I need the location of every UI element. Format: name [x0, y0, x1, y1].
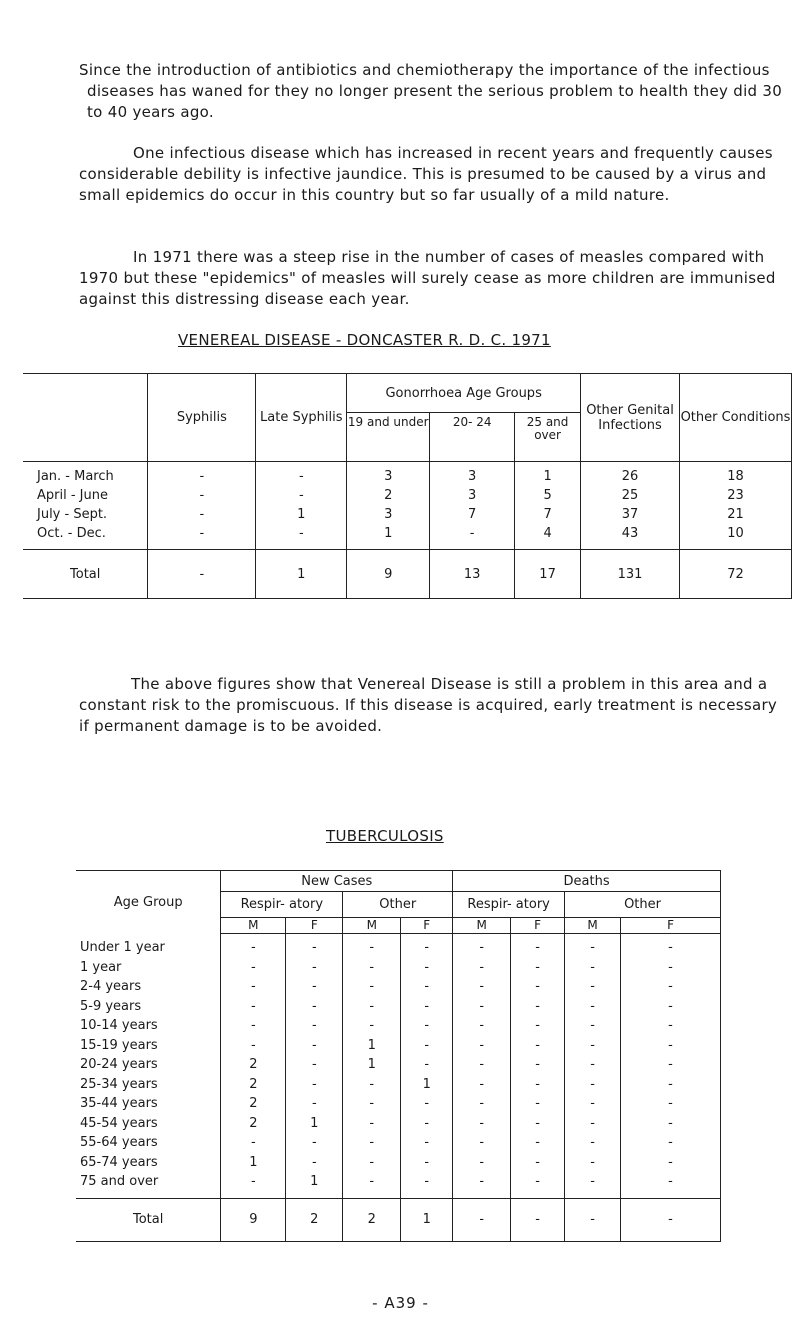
- cell: -: [621, 958, 721, 978]
- cell: -: [511, 934, 565, 958]
- table-row: [76, 1055, 721, 1075]
- tb-table-title: TUBERCULOSIS: [326, 827, 444, 845]
- cell: -: [511, 1153, 565, 1173]
- cell: -: [453, 1036, 511, 1056]
- cell: -: [221, 1133, 286, 1153]
- cell: 2: [347, 486, 430, 505]
- cell: -: [621, 1055, 721, 1075]
- table-row: [76, 1075, 721, 1095]
- cell: 25: [581, 486, 680, 505]
- row-label: 5-9 years: [76, 997, 221, 1017]
- row-label: 25-34 years: [76, 1075, 221, 1095]
- tb-header-m: M: [221, 918, 286, 934]
- cell: -: [286, 958, 343, 978]
- cell: -: [430, 524, 515, 550]
- cell: 9: [221, 1198, 286, 1241]
- table-row: [23, 462, 792, 487]
- cell: 1: [515, 462, 581, 487]
- cell: -: [343, 934, 401, 958]
- cell: -: [453, 1094, 511, 1114]
- cell: -: [401, 1172, 453, 1198]
- total-row: [23, 550, 792, 599]
- vd-header-age-19-under: 19 and under: [347, 413, 430, 462]
- cell: -: [565, 1172, 621, 1198]
- row-label: 45-54 years: [76, 1114, 221, 1134]
- table-row: [76, 1153, 721, 1173]
- cell: -: [401, 1133, 453, 1153]
- cell: 1: [343, 1036, 401, 1056]
- cell: -: [401, 1114, 453, 1134]
- vd-header-age-25-over: 25 and over: [515, 413, 581, 462]
- cell: -: [621, 934, 721, 958]
- tb-header-new-other: Other: [343, 892, 453, 918]
- cell: -: [221, 1036, 286, 1056]
- tb-header-f: F: [621, 918, 721, 934]
- tb-header-m: M: [343, 918, 401, 934]
- intro-paragraph-1: Since the introduction of antibiotics and chemiotherapy the importance of the infectious diseases has waned for they no longer present the serious problem to health they did 30 to 40 years ago.: [79, 61, 783, 121]
- cell: 1: [221, 1153, 286, 1173]
- cell: -: [511, 1198, 565, 1241]
- cell: -: [343, 1172, 401, 1198]
- cell: -: [511, 1094, 565, 1114]
- cell: 72: [680, 550, 792, 599]
- cell: -: [511, 958, 565, 978]
- tb-header-m: M: [453, 918, 511, 934]
- cell: -: [453, 1172, 511, 1198]
- cell: -: [148, 505, 256, 524]
- venereal-disease-table: [23, 373, 792, 599]
- vd-header-age-20-24: 20- 24: [430, 413, 515, 462]
- cell: -: [565, 1133, 621, 1153]
- tb-header-new-cases: New Cases: [221, 871, 453, 892]
- row-label: Jan. - March: [23, 462, 148, 487]
- table-row: [23, 505, 792, 524]
- row-label: 15-19 years: [76, 1036, 221, 1056]
- row-label: 55-64 years: [76, 1133, 221, 1153]
- table-row: [76, 1114, 721, 1134]
- tb-header-f: F: [286, 918, 343, 934]
- cell: -: [511, 1114, 565, 1134]
- row-label: Total: [76, 1198, 221, 1241]
- cell: -: [453, 1016, 511, 1036]
- table-row: [23, 486, 792, 505]
- vd-table-title: VENEREAL DISEASE - DONCASTER R. D. C. 1971: [178, 331, 551, 349]
- table-row: [76, 1133, 721, 1153]
- cell: -: [401, 1036, 453, 1056]
- table-row: [76, 977, 721, 997]
- row-label: 35-44 years: [76, 1094, 221, 1114]
- cell: 3: [430, 486, 515, 505]
- tb-header-f: F: [511, 918, 565, 934]
- table-row: [76, 1172, 721, 1198]
- cell: 26: [581, 462, 680, 487]
- cell: -: [343, 1133, 401, 1153]
- total-row: [76, 1198, 721, 1241]
- cell: 1: [256, 550, 347, 599]
- cell: 5: [515, 486, 581, 505]
- cell: 2: [286, 1198, 343, 1241]
- row-label: 65-74 years: [76, 1153, 221, 1173]
- cell: 7: [515, 505, 581, 524]
- cell: -: [221, 958, 286, 978]
- cell: 1: [286, 1114, 343, 1134]
- cell: -: [343, 977, 401, 997]
- cell: 2: [221, 1055, 286, 1075]
- vd-header-gonorrhoea: Gonorrhoea Age Groups: [347, 374, 581, 413]
- cell: 2: [221, 1114, 286, 1134]
- cell: 2: [221, 1075, 286, 1095]
- tb-header-deaths-respiratory: Respir- atory: [453, 892, 565, 918]
- cell: -: [453, 1055, 511, 1075]
- page-number: - A39 -: [372, 1294, 429, 1312]
- row-label: 75 and over: [76, 1172, 221, 1198]
- tb-header-deaths: Deaths: [453, 871, 721, 892]
- cell: -: [621, 1133, 721, 1153]
- tb-header-m: M: [565, 918, 621, 934]
- cell: 2: [221, 1094, 286, 1114]
- cell: 1: [401, 1075, 453, 1095]
- cell: 3: [347, 505, 430, 524]
- cell: -: [511, 997, 565, 1017]
- cell: -: [565, 1114, 621, 1134]
- cell: 43: [581, 524, 680, 550]
- cell: -: [565, 1055, 621, 1075]
- cell: -: [621, 1198, 721, 1241]
- cell: -: [621, 1094, 721, 1114]
- vd-note-paragraph: The above figures show that Venereal Disease is still a problem in this area and a constant risk to the promiscuous. If this disease is acquired, early treatment is necessary if permanent damage is to be avoided.: [79, 675, 778, 735]
- cell: -: [401, 1016, 453, 1036]
- cell: -: [256, 486, 347, 505]
- cell: -: [511, 1133, 565, 1153]
- cell: -: [286, 977, 343, 997]
- cell: -: [401, 934, 453, 958]
- cell: -: [621, 1036, 721, 1056]
- cell: 1: [286, 1172, 343, 1198]
- cell: -: [343, 997, 401, 1017]
- cell: 2: [343, 1198, 401, 1241]
- cell: -: [401, 1055, 453, 1075]
- cell: -: [511, 1055, 565, 1075]
- table-row: [76, 1016, 721, 1036]
- cell: -: [453, 1133, 511, 1153]
- vd-header-late-syphilis: Late Syphilis: [256, 374, 347, 462]
- cell: -: [621, 1016, 721, 1036]
- cell: 131: [581, 550, 680, 599]
- cell: -: [148, 524, 256, 550]
- cell: 1: [401, 1198, 453, 1241]
- cell: -: [565, 1198, 621, 1241]
- row-label: Total: [23, 550, 148, 599]
- cell: -: [286, 1055, 343, 1075]
- cell: -: [343, 1075, 401, 1095]
- cell: -: [453, 977, 511, 997]
- cell: 23: [680, 486, 792, 505]
- table-row: [23, 524, 792, 550]
- cell: -: [401, 1094, 453, 1114]
- table-row: [76, 934, 721, 958]
- cell: 4: [515, 524, 581, 550]
- cell: -: [453, 934, 511, 958]
- cell: -: [148, 486, 256, 505]
- table-row: [76, 958, 721, 978]
- cell: -: [286, 1036, 343, 1056]
- cell: 1: [347, 524, 430, 550]
- cell: 7: [430, 505, 515, 524]
- cell: -: [565, 1075, 621, 1095]
- table-row: [76, 997, 721, 1017]
- cell: 3: [347, 462, 430, 487]
- table-row: [76, 1036, 721, 1056]
- cell: -: [565, 997, 621, 1017]
- tb-header-age-group: Age Group: [76, 871, 221, 934]
- cell: -: [343, 1094, 401, 1114]
- cell: -: [511, 1075, 565, 1095]
- cell: -: [148, 550, 256, 599]
- tb-header-new-respiratory: Respir- atory: [221, 892, 343, 918]
- cell: -: [453, 1114, 511, 1134]
- cell: 13: [430, 550, 515, 599]
- row-label: 20-24 years: [76, 1055, 221, 1075]
- row-label: Oct. - Dec.: [23, 524, 148, 550]
- cell: -: [286, 1133, 343, 1153]
- cell: -: [453, 958, 511, 978]
- tb-header-f: F: [401, 918, 453, 934]
- cell: -: [511, 1172, 565, 1198]
- cell: -: [286, 997, 343, 1017]
- vd-corner-cell: [23, 374, 148, 462]
- vd-header-syphilis: Syphilis: [148, 374, 256, 462]
- cell: -: [565, 1016, 621, 1036]
- cell: -: [565, 1036, 621, 1056]
- cell: -: [401, 977, 453, 997]
- cell: 17: [515, 550, 581, 599]
- cell: 3: [430, 462, 515, 487]
- vd-header-other-conditions: Other Conditions: [680, 374, 792, 462]
- cell: -: [221, 997, 286, 1017]
- tb-header-deaths-other: Other: [565, 892, 721, 918]
- cell: -: [621, 1075, 721, 1095]
- tuberculosis-table: [76, 870, 721, 1242]
- cell: -: [621, 1114, 721, 1134]
- cell: -: [453, 997, 511, 1017]
- cell: -: [286, 1016, 343, 1036]
- cell: -: [453, 1198, 511, 1241]
- cell: -: [621, 1172, 721, 1198]
- cell: -: [286, 934, 343, 958]
- cell: -: [453, 1153, 511, 1173]
- cell: -: [621, 1153, 721, 1173]
- cell: -: [286, 1094, 343, 1114]
- cell: -: [343, 1114, 401, 1134]
- cell: 21: [680, 505, 792, 524]
- cell: -: [221, 977, 286, 997]
- cell: -: [286, 1075, 343, 1095]
- vd-header-other-genital: Other Genital Infections: [581, 374, 680, 462]
- cell: 1: [343, 1055, 401, 1075]
- cell: -: [565, 934, 621, 958]
- cell: 37: [581, 505, 680, 524]
- cell: -: [621, 977, 721, 997]
- cell: -: [148, 462, 256, 487]
- cell: -: [221, 1172, 286, 1198]
- cell: -: [256, 462, 347, 487]
- row-label: 1 year: [76, 958, 221, 978]
- cell: -: [401, 997, 453, 1017]
- row-label: July - Sept.: [23, 505, 148, 524]
- cell: -: [453, 1075, 511, 1095]
- row-label: 10-14 years: [76, 1016, 221, 1036]
- cell: -: [221, 934, 286, 958]
- cell: -: [256, 524, 347, 550]
- row-label: Under 1 year: [76, 934, 221, 958]
- cell: -: [511, 1036, 565, 1056]
- cell: -: [565, 1153, 621, 1173]
- cell: -: [401, 958, 453, 978]
- cell: -: [343, 1153, 401, 1173]
- cell: 18: [680, 462, 792, 487]
- cell: -: [221, 1016, 286, 1036]
- cell: -: [343, 958, 401, 978]
- cell: 9: [347, 550, 430, 599]
- cell: -: [511, 1016, 565, 1036]
- intro-paragraph-2: One infectious disease which has increased in recent years and frequently causes considerable debility is infective jaundice. This is presumed to be caused by a virus and small epidemics do occur in this country but so far usually of a mild nature.: [79, 144, 773, 204]
- cell: -: [343, 1016, 401, 1036]
- cell: -: [401, 1153, 453, 1173]
- table-row: [76, 1094, 721, 1114]
- row-label: 2-4 years: [76, 977, 221, 997]
- intro-paragraph-3: In 1971 there was a steep rise in the number of cases of measles compared with 1970 but these "epidemics" of measles will surely cease as more children are immunised against this distressing disease each year.: [79, 248, 776, 308]
- cell: 10: [680, 524, 792, 550]
- cell: 1: [256, 505, 347, 524]
- row-label: April - June: [23, 486, 148, 505]
- cell: -: [511, 977, 565, 997]
- cell: -: [286, 1153, 343, 1173]
- cell: -: [565, 1094, 621, 1114]
- cell: -: [565, 977, 621, 997]
- cell: -: [565, 958, 621, 978]
- cell: -: [621, 997, 721, 1017]
